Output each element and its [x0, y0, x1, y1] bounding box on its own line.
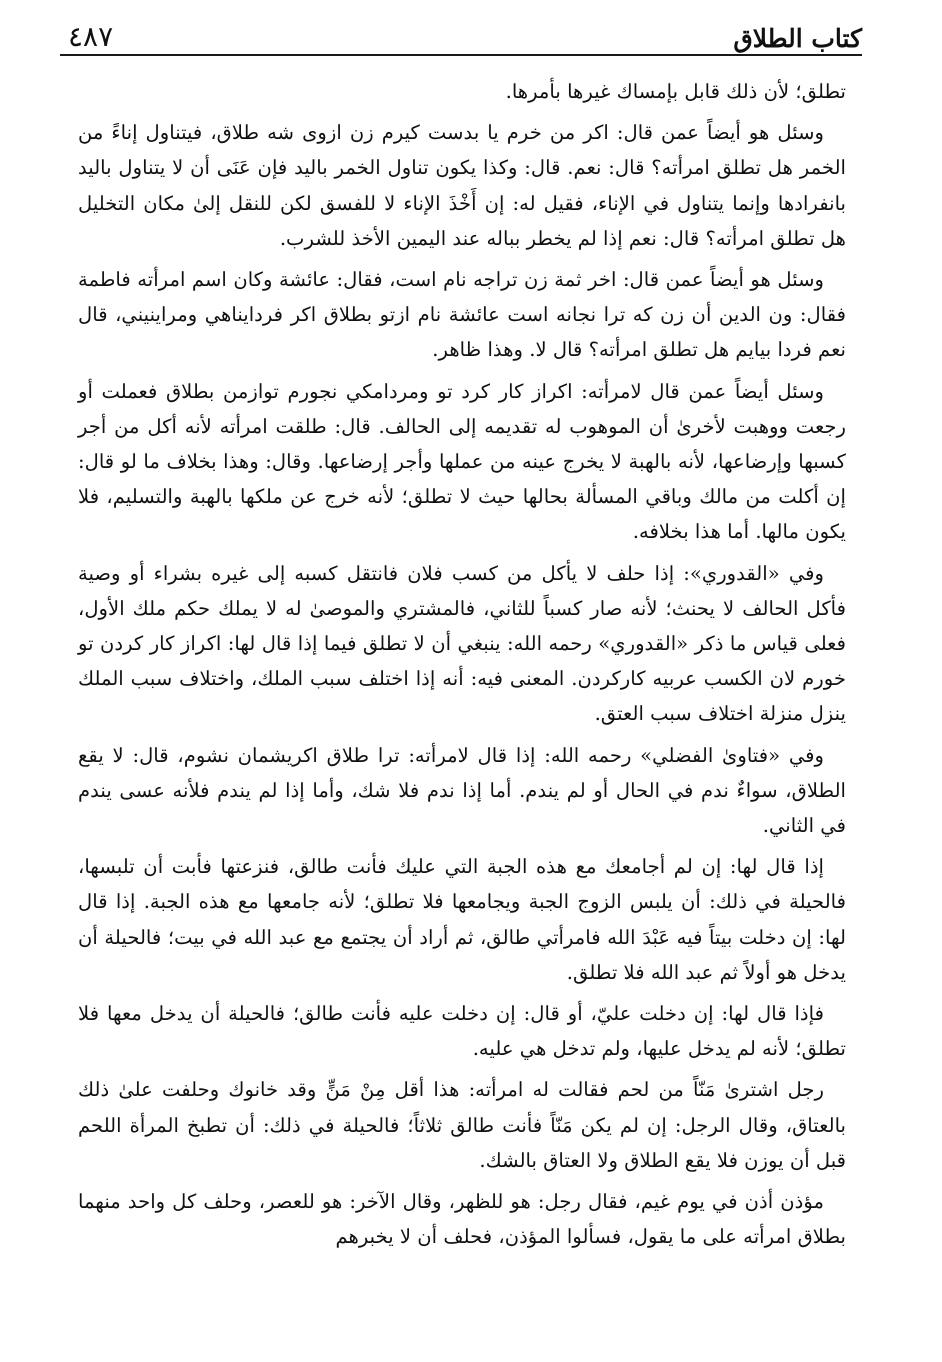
- page-header: [60, 14, 862, 56]
- page-body: [78, 74, 846, 1261]
- paragraph-4: وسئل أيضاً عمن قال لامرأته: اكراز كار كرد تو ومردامكي نجورم توازمن بطلاق فعملت أو رجعت ووهبت لأخرىٰ أن الموهوب له تقديمه إلى الحالف. قال: طلقت امرأته لأنه أكل من أجر كسبها وإرضاعها، لأنه بالهبة لا يخرج عينه من عملها وأجر إرضاعها. وقال: وهذا بخلاف ما لو قال: إن أكلت من مالك وباقي المسألة بحالها حيث لا تطلق؛ لأنه خرج عن ملكها بالهبة والتسليم، فلا يكون مالها. أما هذا بخلافه.: [78, 379, 846, 544]
- paragraph-8: فإذا قال لها: إن دخلت عليّ، أو قال: إن دخلت عليه فأنت طالق؛ فالحيلة أن يدخل معها فلا تطلق؛ لأنه لم يدخل عليها، ولم تدخل هي عليه.: [78, 1002, 846, 1061]
- paragraph-9: رجل اشترىٰ مَنّاً من لحم فقالت له امرأته: هذا أقل مِنْ مَنٍّ وقد خانوك وحلفت علىٰ ذلك بالعتاق، وقال الرجل: إن لم يكن مَنّاً فأنت طالق ثلاثاً؛ فالحيلة في ذلك: أن تطبخ المرأة اللحم قبل أن يوزن فلا يقع الطلاق ولا العتاق بالشك.: [78, 1078, 846, 1172]
- page-number: ٤٨٧: [68, 20, 114, 53]
- paragraph-1: تطلق؛ لأن ذلك قابل بإمساك غيرها بأمرها.: [505, 80, 846, 103]
- paragraph-5: وفي «القدوري»: إذا حلف لا يأكل من كسب فلان فانتقل كسبه إلى غيره بشراء أو وصية فأكل الحالف لا يحنث؛ لأنه صار كسباً للثاني، فالمشتري والموصىٰ له لا يملك حكم ملك الأول، فعلى قياس ما ذكر «القدوري» رحمه الله: ينبغي أن لا تطلق فيما إذا قال لها: اكراز كار كردن تو خورم لان الكسب عربيه كاركردن. المعنى فيه: أنه إذا اختلف سبب الملك، واختلاف سبب الملك ينزل منزلة اختلاف سبب العتق.: [78, 561, 846, 726]
- chapter-title: كتاب الطلاق: [733, 24, 862, 53]
- paragraph-3: وسئل هو أيضاً عمن قال: اخر ثمة زن تراجه نام است، فقال: عائشة وكان اسم امرأته فاطمة فقال: ون الدين أن زن كه ترا نجانه است عائشة نام ازتو بطلاق اكر فردايناهي ومراينيني، قال نعم فردا بيايم هل تطلق امرأته؟ قال لا. وهذا ظاهر.: [78, 268, 846, 362]
- paragraph-10: مؤذن أذن في يوم غيم، فقال رجل: هو للظهر، وقال الآخر: هو للعصر، وحلف كل واحد منهما بطلاق امرأته على ما يقول، فسألوا المؤذن، فحلف أن لا يخبرهم: [78, 1190, 846, 1249]
- paragraph-7: إذا قال لها: إن لم أجامعك مع هذه الجبة التي عليك فأنت طالق، فنزعتها فأبت أن تلبسها، فالحيلة في ذلك: أن يلبس الزوج الجبة ويجامعها فلا تطلق؛ لأنه جامعها مع هذه الجبة. إذا قال لها: إن دخلت بيتاً فيه عَبْدَ الله فامرأتي طالق، ثم أراد أن يجتمع مع عبد الله في بيت؛ فالحيلة أن يدخل هو أولاً ثم عبد الله فلا تطلق.: [78, 855, 846, 984]
- paragraph-6: وفي «فتاوىٰ الفضلي» رحمه الله: إذا قال لامرأته: ترا طلاق اكريشمان نشوم، قال: لا يقع الطلاق، سواءٌ ندم في الحال أو لم يندم. أما إذا ندم فلا شك، وأما إذا لم يندم فلأنه عسى يندم في الثاني.: [78, 743, 846, 838]
- paragraph-2: وسئل هو أيضاً عمن قال: اكر من خرم يا بدست كيرم زن ازوى شه طلاق، فيتناول إناءً من الخمر هل تطلق امرأته؟ قال: نعم. قال: وكذا يكون تناول الخمر باليد فإن عَنَى أن لا يتناول باليد بانفرادها وإنما يتناول في الإناء، فقيل له: إن أَخْذَ الإناء لا للفسق لكن للنقل إلىٰ مكان التخليل هل تطلق امرأته؟ قال: نعم إذا لم يخطر بباله عند اليمين الأخذ للشرب.: [78, 121, 846, 250]
